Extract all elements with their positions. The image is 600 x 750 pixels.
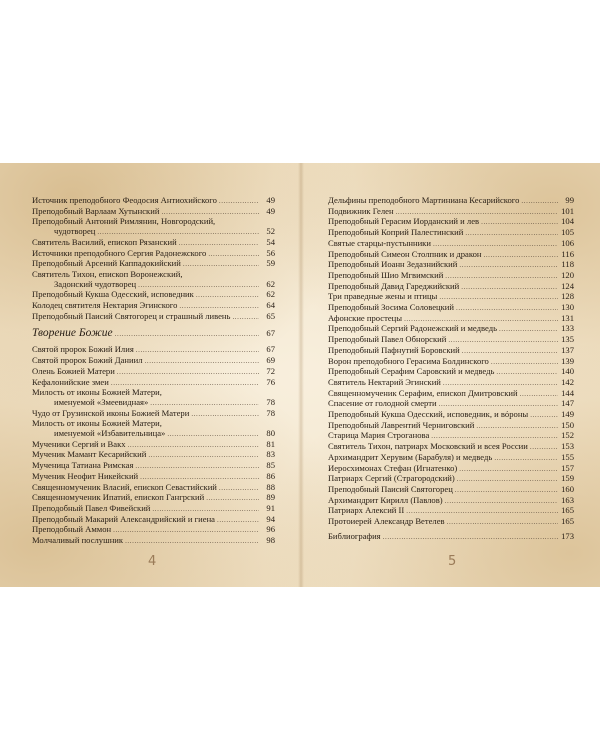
toc-page-number: 165 [561, 516, 574, 527]
toc-entry [328, 532, 574, 543]
toc-entry-title: Архимандрит Кирилл (Павлов) [328, 494, 443, 505]
leader-dots [191, 410, 259, 420]
toc-page-number: 149 [561, 409, 574, 420]
toc-page-number: 142 [561, 376, 574, 387]
toc-entry-title: Преподобный Давид Гареджийский [328, 280, 460, 291]
toc-page-number: 88 [266, 481, 275, 492]
toc-entry-title: Преподобный Шио Мгвимский [328, 269, 444, 280]
toc-entry-title: Старица Мария Строганова [328, 430, 430, 441]
toc-entry-title: Мученица Татиана Римская [32, 460, 134, 471]
leader-dots [115, 328, 259, 341]
toc-entry-title: Мученики Сергий и Вакх [32, 438, 126, 449]
toc-entry-title: Кефалонийские змеи [32, 376, 109, 387]
toc-page-number: 135 [561, 334, 574, 345]
leader-dots [219, 197, 259, 207]
toc-entry-title: Мученик Неофит Никейский [32, 470, 139, 481]
toc-entry-title: Патриарх Сергий (Страгородский) [328, 473, 455, 484]
leader-dots [483, 251, 558, 261]
toc-entry-title: Преподобный Павел Обнорский [328, 334, 447, 345]
leader-dots [125, 537, 259, 547]
toc-entry [32, 472, 275, 483]
toc-entry-title: Преподобный Кукша Одесский, исповедник [32, 289, 194, 300]
toc-entry-title: Преподобный Симеон Столпник и дракон [328, 248, 482, 259]
toc-page-number: 59 [266, 258, 275, 269]
toc-page-number: 99 [565, 195, 574, 205]
toc-page-number: 139 [561, 355, 574, 366]
toc-entry-title: Милость от иконы Божией Матери, [32, 418, 162, 429]
leader-dots [183, 260, 259, 270]
left-toc [32, 196, 275, 547]
leader-dots [167, 430, 259, 440]
toc-entry [328, 346, 574, 357]
page-folio-right: 5 [448, 554, 457, 569]
toc-page-number: 152 [561, 430, 574, 441]
toc-entry [32, 367, 275, 378]
toc-entry-title: чудотворец [54, 226, 96, 237]
toc-entry-title: Святитель Тихон, патриарх Московский и всея России [328, 441, 528, 452]
toc-entry-title: Олень Божией Матери [32, 365, 115, 376]
toc-entry-title: Преподобный Иоанн Зедазнийский [328, 259, 458, 270]
toc-page-number: 131 [561, 312, 574, 323]
section-page-number: 67 [266, 328, 275, 339]
book-spread [0, 163, 600, 587]
toc-entry-title: Святитель Тихон, епископ Воронежский, [32, 268, 183, 279]
left-page [0, 163, 300, 587]
toc-page-number: 159 [561, 473, 574, 484]
toc-entry-title: Святые старцы-пустынники [328, 237, 431, 248]
toc-page-number: 83 [266, 449, 275, 460]
leader-dots [196, 291, 259, 301]
leader-dots [465, 229, 558, 239]
toc-entry [32, 536, 275, 547]
toc-page-number: 78 [266, 407, 275, 418]
toc-page-number: 104 [561, 216, 574, 227]
leader-dots [145, 357, 260, 367]
leader-dots [530, 443, 558, 453]
toc-page-number: 56 [266, 247, 275, 258]
toc-page-number: 80 [266, 428, 275, 439]
toc-page-number: 67 [266, 344, 275, 355]
leader-dots [459, 261, 558, 271]
toc-page-number: 62 [266, 289, 275, 300]
toc-page-number: 64 [266, 300, 275, 311]
toc-entry [32, 312, 275, 323]
toc-page-number: 91 [266, 502, 275, 513]
toc-page-number: 52 [266, 226, 275, 237]
toc-entry-title: Спасение от голодной смерти [328, 398, 437, 409]
toc-entry-title: Три праведные жены и птицы [328, 291, 438, 302]
leader-dots [206, 494, 259, 504]
toc-entry-title: Преподобный Кукша Одесский, исповедник, и вόроны [328, 409, 529, 420]
toc-page-number: 49 [266, 195, 275, 205]
toc-entry-title: Милость от иконы Божией Матери, [32, 387, 162, 398]
toc-entry-title: Чудо от Грузинской иконы Божией Матери [32, 407, 190, 418]
toc-entry-title: Мученик Мамант Кесарийский [32, 449, 147, 460]
toc-entry-title: Преподобный Герасим Иорданский и лев [328, 216, 480, 227]
toc-page-number: 120 [561, 269, 574, 280]
toc-entry-title: Святитель Нектарий Эгинский [328, 376, 441, 387]
leader-dots [135, 462, 259, 472]
toc-entry-title: Святитель Василий, епископ Рязанский [32, 236, 177, 247]
toc-page-number: 150 [561, 419, 574, 430]
toc-page-number: 144 [561, 387, 574, 398]
toc-entry-title: Священномученик Власий, епископ Севастийский [32, 481, 217, 492]
toc-page-number: 124 [561, 280, 574, 291]
toc-page-number: 98 [266, 535, 275, 546]
leader-dots [439, 293, 558, 303]
toc-page-number: 128 [561, 291, 574, 302]
toc-entry-title: Ворон преподобного Герасима Болдинского [328, 355, 489, 366]
toc-entry-title: Преподобный Пафнутий Боровский [328, 344, 460, 355]
toc-page-number: 147 [561, 398, 574, 409]
toc-entry-title: Преподобный Павел Фивейский [32, 502, 151, 513]
leader-dots [494, 454, 558, 464]
leader-dots [219, 484, 259, 494]
leader-dots [499, 325, 558, 335]
toc-entry-title: Преподобный Варлаам Хутынский [32, 205, 160, 216]
leader-dots [113, 526, 259, 536]
leader-dots [455, 486, 558, 496]
toc-page-number: 160 [561, 483, 574, 494]
toc-section-heading [32, 327, 275, 341]
toc-entry [328, 239, 574, 250]
leader-dots [496, 368, 558, 378]
toc-entry-title: именуемой «Избавительница» [54, 428, 166, 439]
toc-entry-title: Преподобный Антоний Римлянин, Новгородский, [32, 216, 216, 227]
toc-page-number: 140 [561, 366, 574, 377]
toc-page-number: 54 [266, 236, 275, 247]
leader-dots [461, 283, 558, 293]
toc-entry [328, 453, 574, 464]
leader-dots [117, 368, 259, 378]
toc-page-number: 62 [266, 278, 275, 289]
toc-page-number: 155 [561, 451, 574, 462]
toc-page-number: 65 [266, 310, 275, 321]
toc-entry-title: Святой пророк Божий Даниил [32, 355, 143, 366]
toc-entry-title: Задонский чудотворец [54, 278, 137, 289]
toc-entry-title: Иеросхимонах Стефан (Игнатенко) [328, 462, 458, 473]
toc-page-number: 173 [561, 530, 574, 541]
left-toc-entries [32, 196, 275, 322]
leader-dots [136, 346, 259, 356]
toc-entry-title: Преподобный Аммон [32, 524, 112, 535]
toc-entry-title: Преподобный Коприй Палестинский [328, 227, 464, 238]
toc-page-number: 116 [561, 248, 574, 259]
right-toc-entries [328, 196, 574, 543]
toc-entry-title: Преподобный Лаврентий Черниговский [328, 419, 475, 430]
leader-dots [217, 516, 259, 526]
toc-page-number: 130 [561, 302, 574, 313]
toc-page-number: 153 [561, 441, 574, 452]
leader-dots [476, 422, 558, 432]
leader-dots [128, 441, 259, 451]
toc-page-number: 81 [266, 438, 275, 449]
toc-page-number: 49 [266, 205, 275, 216]
leader-dots [459, 465, 558, 475]
right-page [300, 163, 600, 587]
toc-page-number: 105 [561, 227, 574, 238]
right-toc [328, 196, 574, 543]
toc-entry-title: Протоиерей Александр Ветелев [328, 516, 445, 527]
toc-entry-title: Подвижник Гелен [328, 205, 394, 216]
leader-dots [520, 390, 558, 400]
leader-dots [383, 533, 558, 543]
toc-page-number: 78 [266, 396, 275, 407]
toc-page-number: 118 [561, 259, 574, 270]
toc-entry-title: Источник преподобного Феодосия Антиохийского [32, 195, 217, 205]
toc-entry-title: именуемой «Змеевидная» [54, 396, 149, 407]
toc-entry-title: Священномученик Серафим, епископ Дмитровский [328, 387, 518, 398]
toc-page-number: 163 [561, 494, 574, 505]
toc-page-number: 137 [561, 344, 574, 355]
toc-entry-title: Преподобный Арсений Каппадокийский [32, 258, 181, 269]
toc-page-number: 96 [266, 524, 275, 535]
toc-page-number: 86 [266, 470, 275, 481]
leader-dots [445, 497, 558, 507]
toc-page-number: 106 [561, 237, 574, 248]
toc-entry-title: Священномученик Ипатий, епископ Гангрский [32, 492, 205, 503]
toc-entry-title: Патриарх Алексий II [328, 505, 405, 516]
leader-dots [208, 250, 259, 260]
left-toc-entries-2 [32, 345, 275, 546]
toc-entry-title: Преподобный Зосима Соловецкий [328, 302, 454, 313]
toc-entry-title: Дельфины преподобного Мартиниана Кесарийского [328, 195, 520, 205]
toc-page-number: 89 [266, 492, 275, 503]
toc-entry-title: Афонские простецы [328, 312, 403, 323]
leader-dots [456, 304, 558, 314]
leader-dots [491, 358, 558, 368]
toc-page-number: 72 [266, 365, 275, 376]
toc-page-number: 85 [266, 460, 275, 471]
toc-entry-title: Святой пророк Божий Илия [32, 344, 134, 355]
toc-page-number: 76 [266, 376, 275, 387]
toc-entry-title: Источники преподобного Сергия Радонежского [32, 247, 207, 258]
section-title: Творение Божие [32, 327, 113, 340]
leader-dots [530, 411, 558, 421]
toc-page-number: 165 [561, 505, 574, 516]
toc-entry [32, 238, 275, 249]
leader-dots [448, 336, 558, 346]
toc-page-number: 94 [266, 513, 275, 524]
toc-entry [328, 517, 574, 528]
toc-entry-title: Преподобный Паисий Святогорец и страшный ливень [32, 310, 231, 321]
leader-dots [447, 518, 558, 528]
leader-dots [481, 218, 558, 228]
toc-entry-title: Преподобный Макарий Александрийский и гиена [32, 513, 215, 524]
toc-entry-title: Преподобный Паисий Святогорец [328, 483, 453, 494]
toc-page-number: 69 [266, 355, 275, 366]
toc-page-number: 101 [561, 205, 574, 216]
toc-entry-title: Колодец святителя Нектария Эгинского [32, 300, 178, 311]
leader-dots [457, 475, 558, 485]
toc-entry-title: Архимандрит Херувим (Барабуля) и медведь [328, 451, 493, 462]
toc-entry-title: Молчаливый послушник [32, 535, 124, 546]
leader-dots [232, 313, 259, 323]
leader-dots [148, 451, 259, 461]
toc-entry-title: Преподобный Сергий Радонежский и медведь [328, 323, 498, 334]
toc-entry-title: Библиография [328, 530, 381, 541]
leader-dots [445, 272, 558, 282]
leader-dots [521, 197, 558, 207]
toc-page-number: 157 [561, 462, 574, 473]
toc-entry-title: Преподобный Серафим Саровский и медведь [328, 366, 495, 377]
page-folio-left: 4 [148, 554, 157, 569]
toc-page-number: 133 [561, 323, 574, 334]
